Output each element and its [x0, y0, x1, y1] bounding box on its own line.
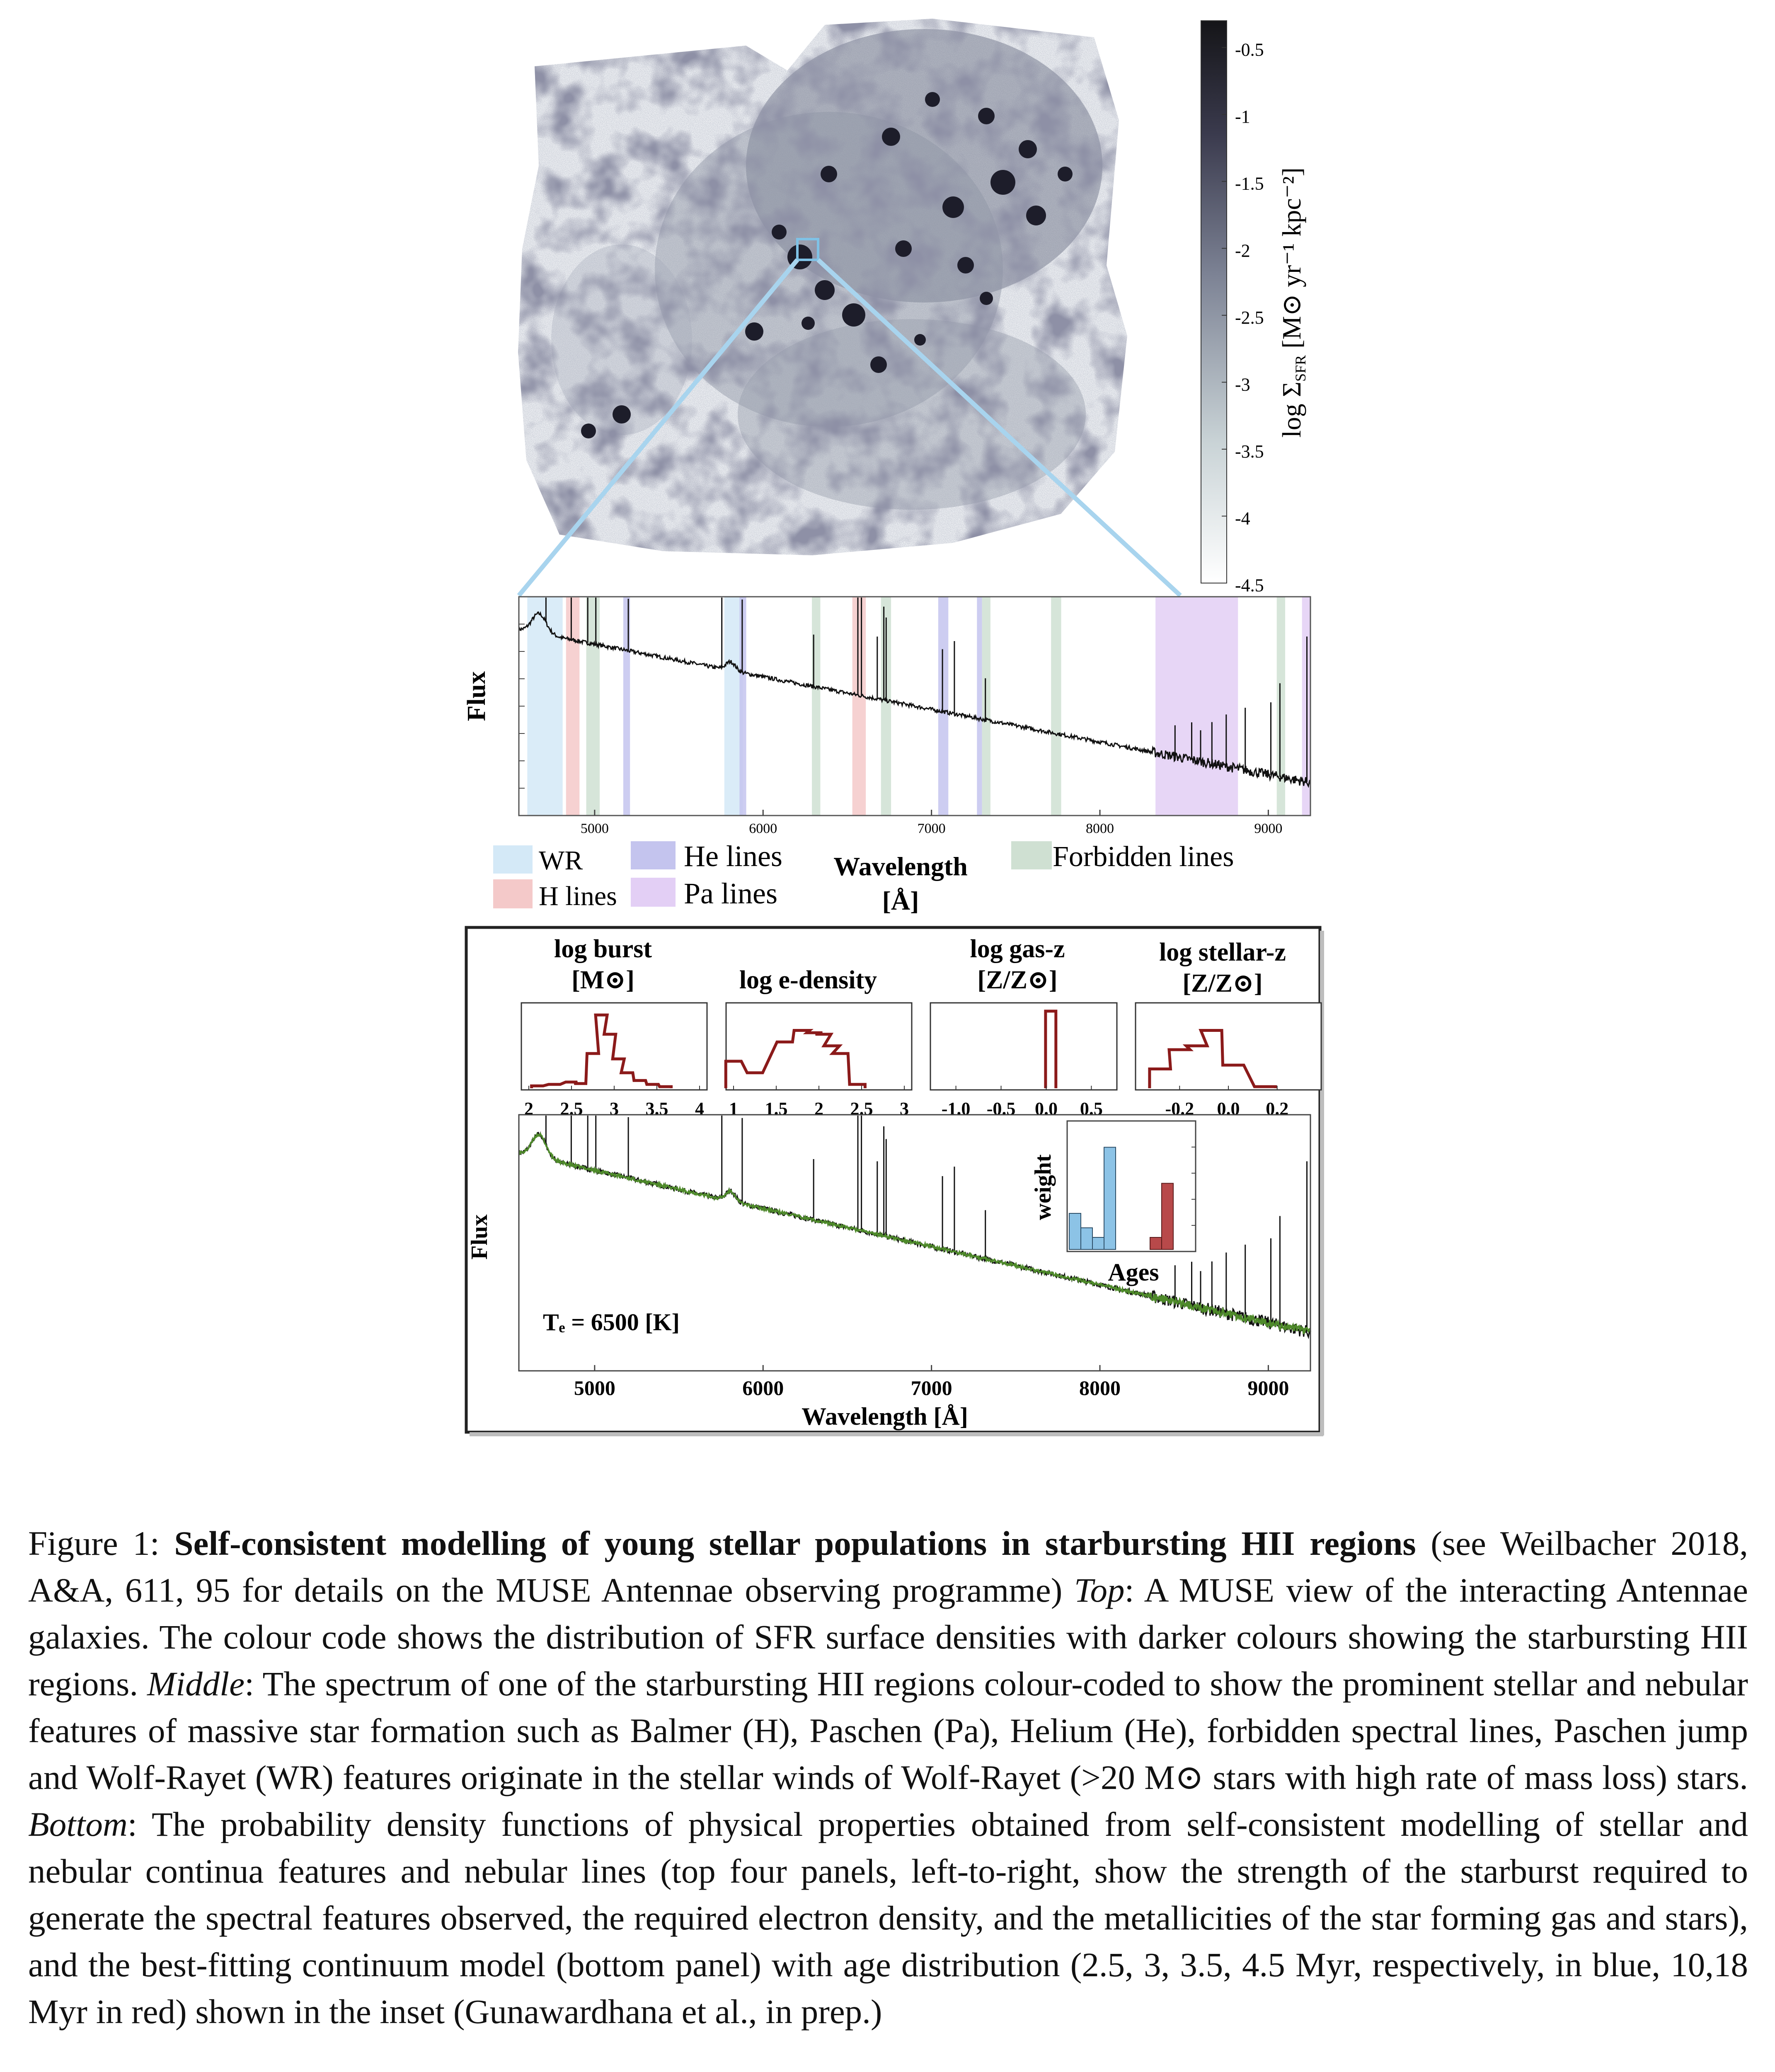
pdf-tick-label: 2.5 [560, 1099, 583, 1119]
pdf-tick-label: -1.0 [941, 1099, 971, 1119]
pdf-frame [1136, 1003, 1321, 1090]
pdf-title-gasz-1: log gas-z [970, 935, 1065, 963]
age-bar-red [1150, 1237, 1162, 1249]
pdf-title-burst-2: [M⊙] [571, 966, 634, 994]
colorbar-label: log ΣSFR [M⊙ yr⁻¹ kpc⁻²] [1277, 167, 1309, 438]
svg-text:Forbidden lines: Forbidden lines [1053, 841, 1234, 873]
age-bar-blue [1069, 1213, 1081, 1249]
pdf-frame [930, 1003, 1117, 1090]
band-pa-lines [1155, 597, 1238, 816]
inset-xlabel: Ages [1108, 1259, 1159, 1286]
x-tick-label: 7000 [917, 821, 946, 836]
pdf-tick-label: 0.5 [1080, 1099, 1103, 1119]
pdf-tick-label: -0.2 [1165, 1099, 1194, 1119]
svg-text:H lines: H lines [539, 881, 617, 911]
band-forbidden-lines [982, 597, 990, 816]
middle-ylabel: Flux [463, 671, 491, 721]
band-forbidden-lines [1051, 597, 1061, 816]
band-he-lines [739, 597, 746, 816]
pdf-tick-label: 0.2 [1266, 1099, 1289, 1119]
pdf-title-gasz-2: [Z/Z⊙] [977, 966, 1058, 994]
legend-he [631, 840, 782, 873]
fit-xlabel: Wavelength [Å] [802, 1403, 968, 1430]
pdf-title-density: log e-density [739, 966, 877, 994]
band-he-lines [938, 597, 948, 816]
middle-spectrum-panel [463, 597, 1310, 915]
pdf-tick-label: 0.0 [1034, 1099, 1058, 1119]
colorbar-tick-label: -4 [1235, 508, 1250, 529]
colorbar-tick-label: -1 [1235, 107, 1250, 127]
colorbar-tick-label: -1.5 [1235, 173, 1264, 194]
x-tick-label: 7000 [911, 1376, 952, 1399]
te-label: Tₑ = 6500 [K] [543, 1309, 680, 1336]
x-tick-label: 6000 [749, 821, 777, 836]
pdf-tick-label: 1 [729, 1099, 738, 1119]
legend-forbidden [1011, 841, 1234, 873]
figure-caption: Figure 1: Self-consistent modelling of young stellar populations in starbursting HII regions (see Weilbacher 2018, A&A, 611, 95 for details on the MUSE Antennae observing programme) Top: A MUSE view of the interacting Antennae galaxies. The colour code shows the distribution of SFR surface densities with darker colours showing the starbursting HII regions. Middle: The spectrum of one of the starbursting HII regions colour-coded to show the prominent stellar and nebular features of massive star formation such as Balmer (H), Paschen (Pa), Helium (He), forbidden spectral lines, Paschen jump and Wolf-Rayet (WR) features originate in the stellar winds of Wolf-Rayet (>20 M⊙ stars with high rate of mass loss) stars. Bottom: The probability density functions of physical properties obtained from self-consistent modelling of stellar and nebular continua features and nebular lines (top four panels, left-to-right, show the strength of the starburst required to generate the spectral features observed, the required electron density, and the metallicities of the star forming gas and stars), and the best-fitting continuum model (bottom panel) with age distribution (2.5, 3, 3.5, 4.5 Myr, respectively, in blue, 10,18 Myr in red) shown in the inset (Gunawardhana et al., in prep.) [28, 1524, 1748, 2031]
pdf-tick-label: 3 [900, 1099, 909, 1119]
middle-xlabel-1: Wavelength [833, 852, 968, 881]
caption-fig-label: Figure 1: [28, 1524, 174, 1562]
band-forbidden-lines [1277, 597, 1285, 816]
x-tick-label: 9000 [1254, 821, 1283, 836]
legend-wr [493, 845, 583, 876]
pdf-tick-label: 1.5 [765, 1099, 788, 1119]
svg-text:WR: WR [539, 845, 583, 876]
age-bar-red [1162, 1184, 1173, 1250]
pdf-tick-label: 4 [695, 1099, 704, 1119]
legend-wr-swatch [493, 845, 533, 874]
x-tick-label: 8000 [1079, 1376, 1121, 1399]
band-he-lines [623, 597, 630, 816]
pdf-frame [726, 1003, 912, 1090]
colorbar-tick-label: -4.5 [1235, 575, 1264, 595]
middle-y-ticks [519, 624, 525, 788]
caption-bottom-label: Bottom [28, 1805, 128, 1843]
colorbar-tick-label: -2.5 [1235, 307, 1264, 328]
colorbar [1201, 21, 1309, 595]
svg-text:Pa lines: Pa lines [684, 877, 777, 910]
band-h-lines [566, 597, 580, 816]
bottom-model-panel [466, 927, 1324, 1436]
caption-bold-title: Self-consistent modelling of young stellar populations in starbursting HII regions [174, 1524, 1416, 1562]
legend-h-swatch [493, 879, 533, 908]
x-tick-label: 5000 [574, 1376, 615, 1399]
colorbar-tick-label: -3.5 [1235, 441, 1264, 462]
pdf-tick-label: 2 [524, 1099, 533, 1119]
legend-h [493, 879, 617, 911]
fit-ylabel: Flux [467, 1214, 492, 1260]
pdf-tick-label: 0.0 [1217, 1099, 1240, 1119]
pdf-tick-label: 2.5 [850, 1099, 873, 1119]
x-tick-label: 6000 [742, 1376, 784, 1399]
legend-he-swatch [631, 841, 676, 869]
band-h-lines [852, 597, 866, 816]
legend-pa [631, 877, 777, 910]
middle-xlabel-2: [Å] [882, 886, 919, 915]
caption-top-label: Top [1074, 1571, 1125, 1609]
svg-text:He lines: He lines [684, 840, 782, 873]
x-tick-label: 9000 [1247, 1376, 1289, 1399]
band-wr [527, 597, 562, 816]
pdf-title-starz-1: log stellar-z [1159, 938, 1286, 966]
band-forbidden-lines [812, 597, 820, 816]
pdf-title-burst-1: log burst [554, 935, 652, 963]
pdf-tick-label: 2 [814, 1099, 823, 1119]
colorbar-tick-label: -3 [1235, 374, 1250, 395]
colorbar-tick-label: -0.5 [1235, 39, 1264, 60]
inset-ylabel: weight [1030, 1154, 1056, 1220]
band-he-lines [977, 597, 982, 816]
colorbar-ticks [1222, 40, 1264, 595]
pdf-tick-label: -0.5 [986, 1099, 1016, 1119]
pdf-title-starz-2: [Z/Z⊙] [1182, 969, 1263, 997]
x-tick-label: 8000 [1086, 821, 1114, 836]
antennae-sfr-map [514, 17, 1180, 595]
legend-forbidden-swatch [1011, 841, 1052, 869]
pdf-tick-label: 3 [610, 1099, 619, 1119]
pdf-tick-label: 3.5 [645, 1099, 668, 1119]
x-tick-label: 5000 [580, 821, 609, 836]
colorbar-tick-label: -2 [1235, 240, 1250, 261]
caption-middle-label: Middle [147, 1665, 245, 1703]
legend-pa-swatch [631, 878, 676, 907]
age-bar-blue [1081, 1228, 1092, 1249]
age-bar-blue [1092, 1237, 1104, 1249]
age-bar-blue [1104, 1147, 1116, 1250]
